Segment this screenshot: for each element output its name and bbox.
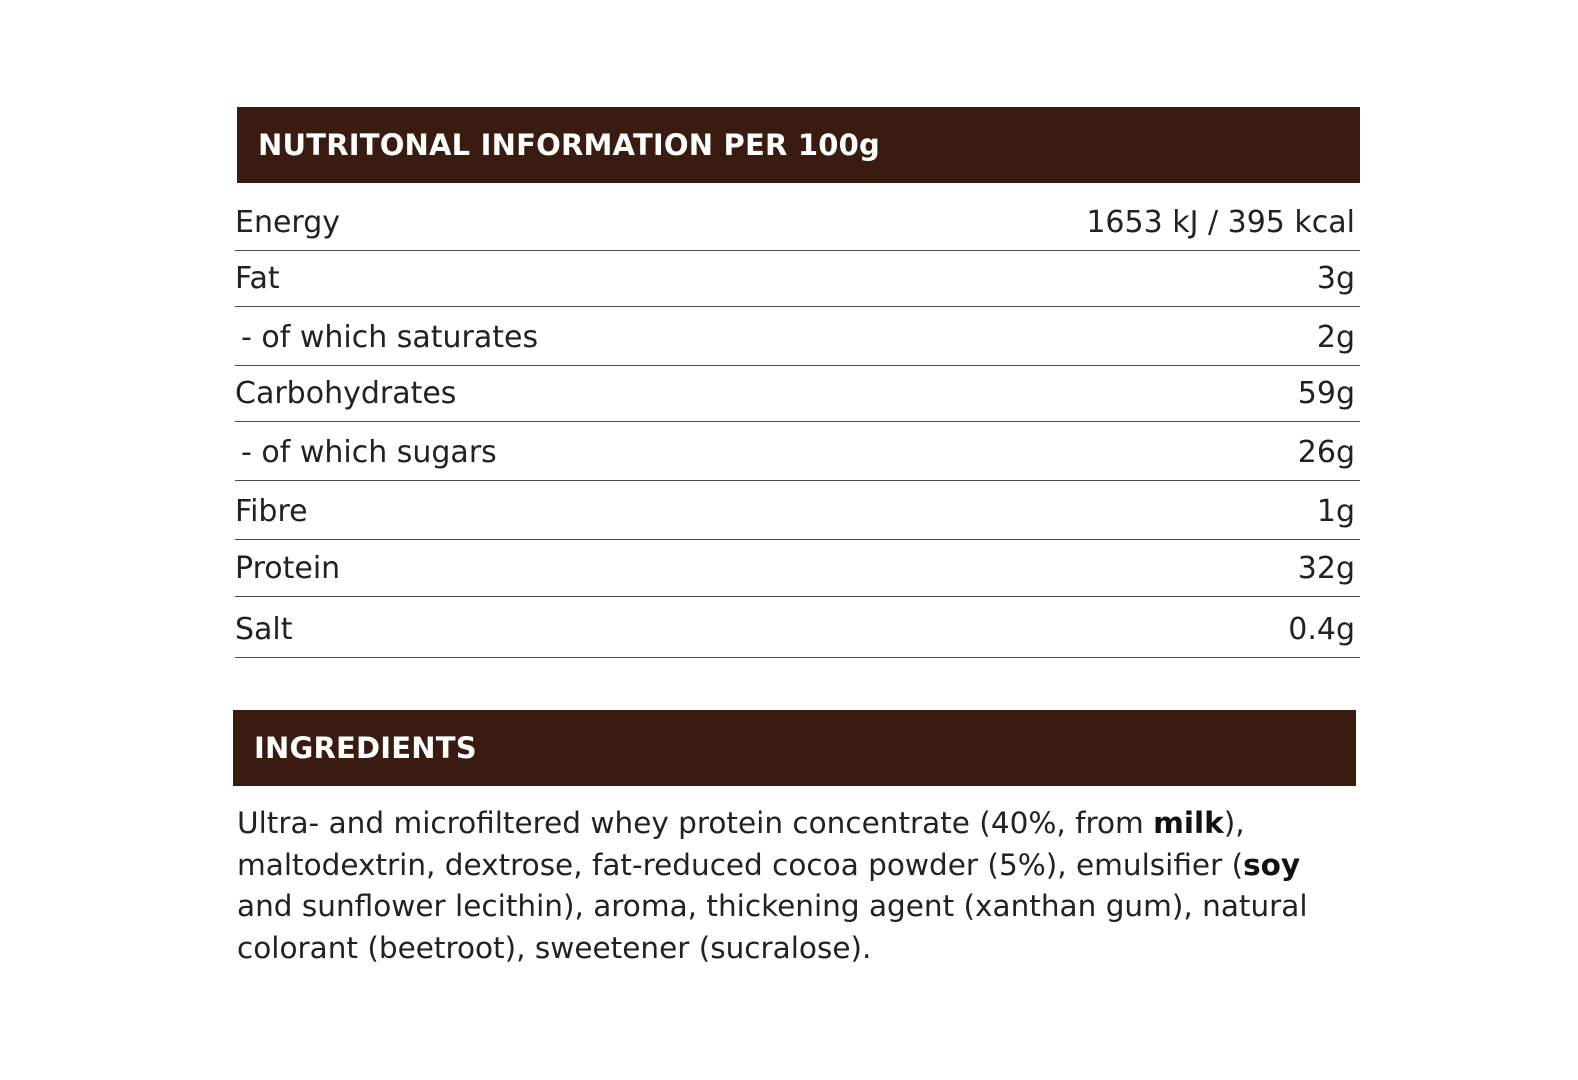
nutrient-name: Fat (235, 261, 280, 296)
nutrient-value: 32g (1297, 551, 1355, 586)
allergen-milk: milk (1153, 806, 1224, 840)
ingredients-text-part: Ultra- and microfiltered whey protein concentrate (40%, from (237, 806, 1154, 840)
ingredients-header (233, 710, 1356, 786)
nutrition-row-sugars (235, 422, 1360, 481)
nutrition-row-salt (235, 597, 1360, 658)
nutrient-name: Carbohydrates (235, 376, 457, 411)
nutrient-value: 1653 kJ / 395 kcal (1086, 205, 1355, 240)
nutrient-name: Protein (235, 551, 341, 586)
nutrient-value: 1g (1316, 494, 1355, 529)
nutrient-name: - of which saturates (241, 320, 539, 355)
nutrient-value: 26g (1297, 435, 1355, 470)
nutrition-header (237, 107, 1360, 183)
nutrient-value: 2g (1316, 320, 1355, 355)
ingredients-text (237, 803, 1357, 969)
nutrition-row-fibre (235, 481, 1360, 540)
nutrition-row-carbohydrates (235, 366, 1360, 422)
nutrition-row-saturates (235, 307, 1360, 366)
nutrient-value: 3g (1316, 261, 1355, 296)
nutrition-title: NUTRITONAL INFORMATION PER 100g (258, 128, 880, 162)
allergen-soy: soy (1243, 847, 1301, 882)
nutrient-name: Energy (235, 205, 341, 240)
nutrition-row-fat (235, 251, 1360, 307)
nutrient-name: Fibre (235, 494, 308, 529)
ingredients-text-part: ), maltodextrin, dextrose, fat-reduced cocoa powder (5%), emulsifier ( (237, 806, 1245, 882)
nutrient-name: Salt (235, 612, 293, 647)
nutrition-row-protein (235, 540, 1360, 597)
ingredients-title: INGREDIENTS (254, 731, 477, 765)
ingredients-text-part: and sunflower lecithin), aroma, thickening agent (xanthan gum), natural colorant (beetroot), sweetener (sucralose). (237, 889, 1308, 965)
nutrient-value: 59g (1297, 376, 1355, 411)
nutrition-row-energy (235, 193, 1360, 251)
nutrient-name: - of which sugars (241, 435, 497, 470)
nutrient-value: 0.4g (1288, 612, 1355, 647)
